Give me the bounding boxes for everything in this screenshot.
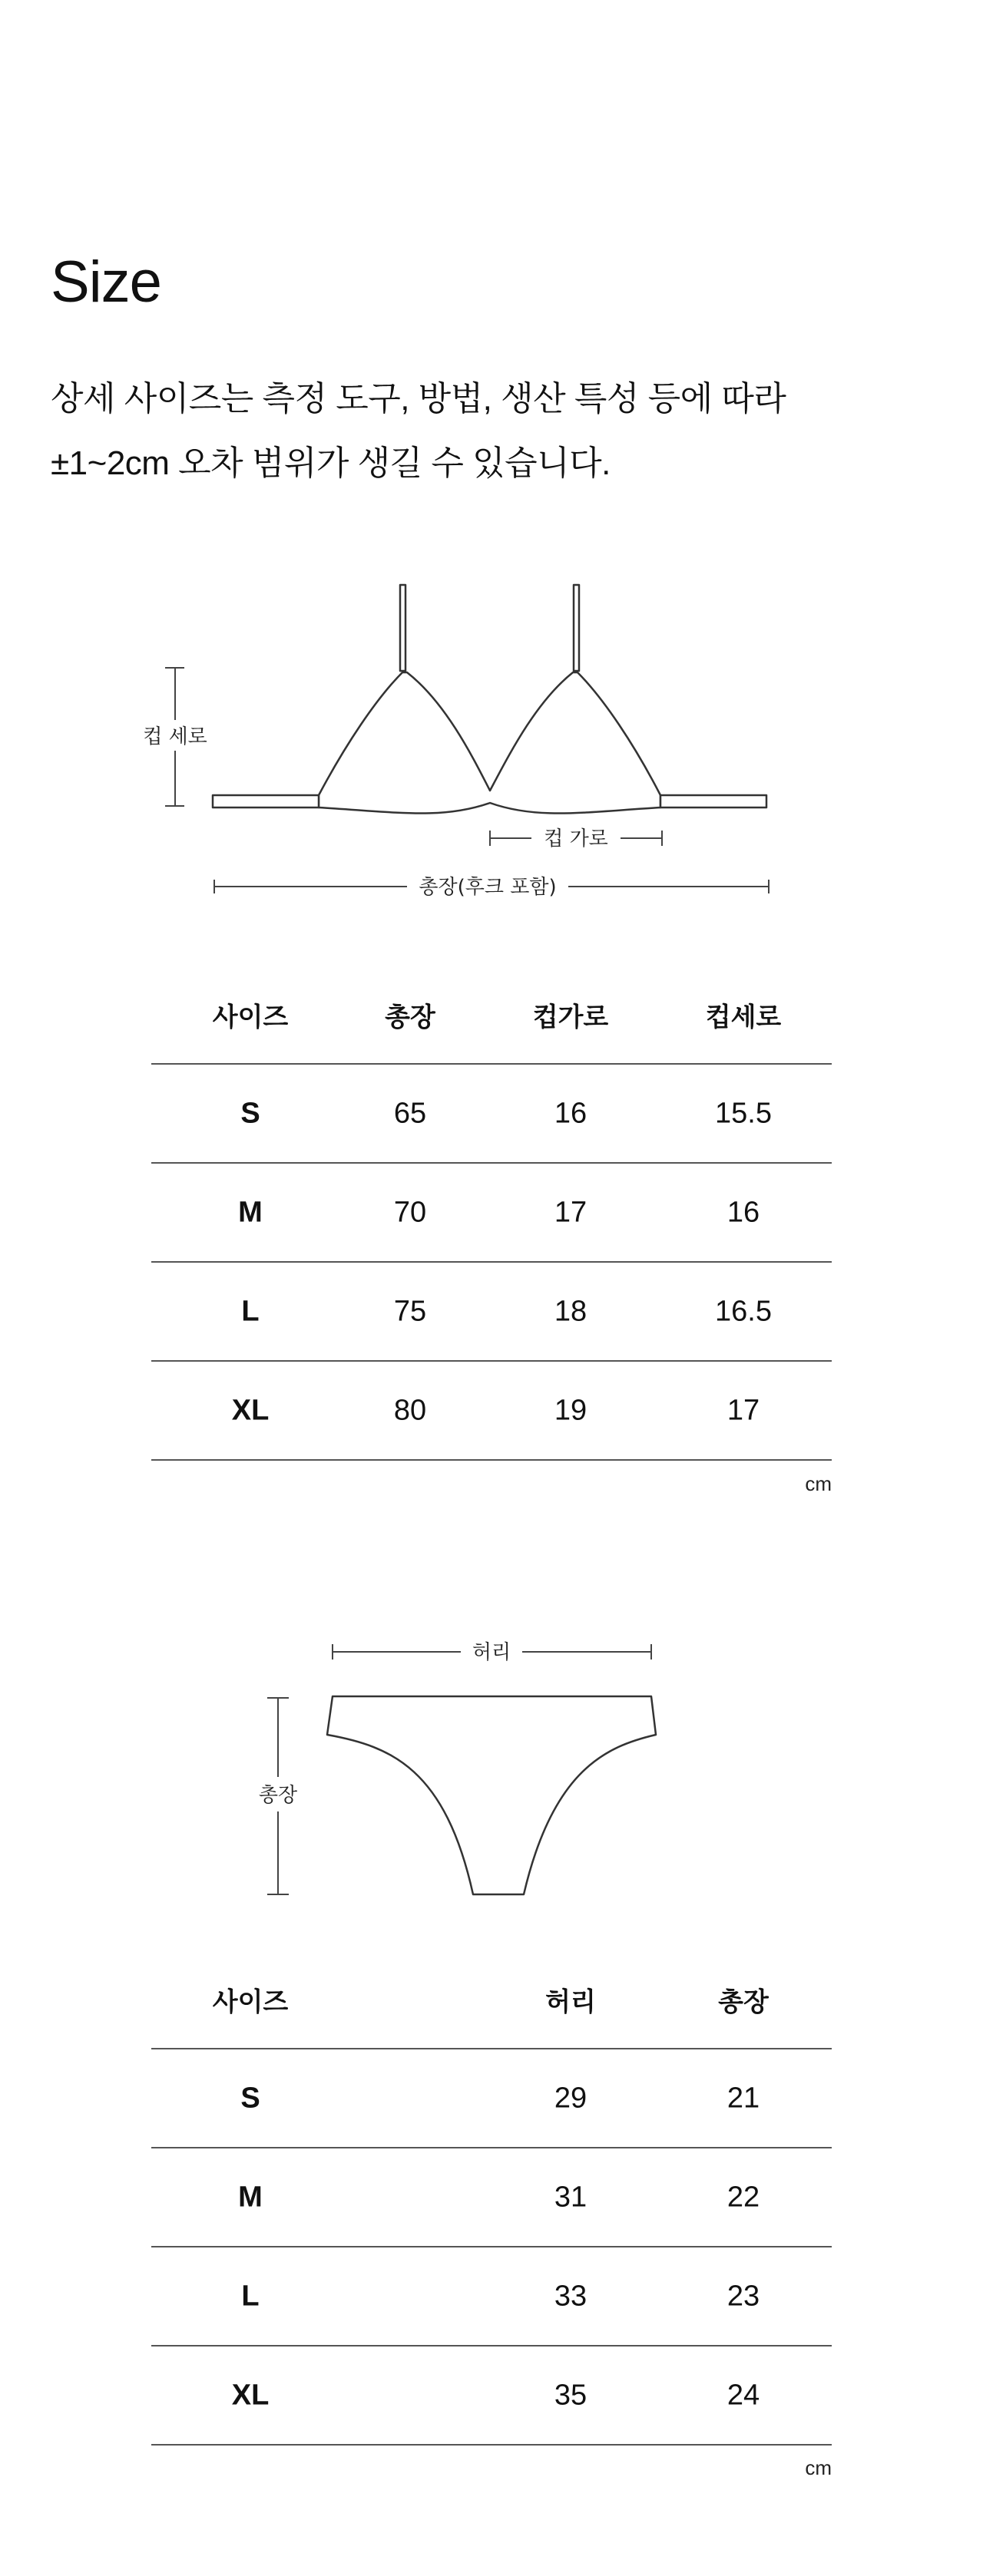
cup-height-label: 컵 세로: [143, 725, 207, 748]
length-cell: 22: [726, 2181, 760, 2213]
cup-width-cell: 18: [554, 1295, 587, 1327]
size-cell: XL: [231, 1394, 270, 1426]
waist-cell: 31: [554, 2181, 587, 2213]
cup-height-cell: 16.5: [715, 1295, 772, 1327]
bottom-diagram: [0, 1627, 983, 1919]
total-length-label: 총장(후크 포함): [419, 876, 557, 899]
cup-height-cell: 15.5: [715, 1097, 772, 1129]
waist-cell: 29: [554, 2082, 587, 2114]
column-header-cup-height: 컵세로: [705, 1002, 782, 1032]
length-label: 총장: [258, 1784, 298, 1807]
column-header-waist: 허리: [545, 1987, 596, 2016]
size-cell: M: [238, 2181, 263, 2213]
table-row: [151, 1362, 832, 1461]
waist-cell: 35: [554, 2379, 587, 2411]
length-cell: 23: [726, 2280, 760, 2312]
size-notice-line: 상세 사이즈는 측정 도구, 방법, 생산 특성 등에 따라: [51, 380, 786, 418]
size-cell: M: [238, 1196, 263, 1228]
size-notice-line: ±1~2cm 오차 범위가 생길 수 있습니다.: [51, 444, 611, 482]
column-header-size: 사이즈: [212, 1987, 289, 2016]
bra-top-diagram: [0, 568, 983, 921]
table-row: [151, 2049, 832, 2148]
table-row: [151, 2148, 832, 2247]
size-cell: S: [240, 1097, 260, 1129]
waist-label: 허리: [472, 1641, 511, 1664]
column-header-cup-width: 컵가로: [532, 1002, 609, 1032]
table-row: [151, 2247, 832, 2346]
size-cell: XL: [231, 2379, 270, 2411]
unit-label: cm: [805, 2456, 832, 2479]
waist-cell: 33: [554, 2280, 587, 2312]
total-length-cell: 70: [393, 1196, 427, 1228]
cup-width-cell: 19: [554, 1394, 587, 1426]
table-row: [151, 1263, 832, 1362]
cup-height-cell: 16: [726, 1196, 760, 1228]
bottom-size-table: [151, 1950, 832, 2446]
column-header-total-length: 총장: [385, 1002, 435, 1032]
total-length-cell: 65: [393, 1097, 427, 1129]
table-header-row: [151, 966, 832, 1065]
length-cell: 24: [726, 2379, 760, 2411]
brief-outline-shape: [327, 1696, 656, 1894]
total-length-cell: 75: [393, 1295, 427, 1327]
size-cell: L: [241, 2280, 260, 2312]
table-row: [151, 1164, 832, 1263]
cup-width-cell: 17: [554, 1196, 587, 1228]
table-row: [151, 1065, 832, 1164]
column-header-length: 총장: [718, 1987, 769, 2016]
size-notice: [51, 367, 934, 496]
size-cell: L: [241, 1295, 260, 1327]
column-header-size: 사이즈: [212, 1002, 289, 1032]
top-size-table: [151, 966, 832, 1461]
page-title: Size: [51, 249, 161, 315]
size-cell: S: [240, 2082, 260, 2114]
cup-width-label: 컵 가로: [544, 827, 608, 850]
bra-outline-shape: [319, 672, 660, 814]
length-cell: 21: [726, 2082, 760, 2114]
cup-height-cell: 17: [726, 1394, 760, 1426]
table-header-row: [151, 1950, 832, 2049]
cup-width-cell: 16: [554, 1097, 587, 1129]
unit-label: cm: [805, 1472, 832, 1495]
table-row: [151, 2346, 832, 2446]
total-length-cell: 80: [393, 1394, 427, 1426]
